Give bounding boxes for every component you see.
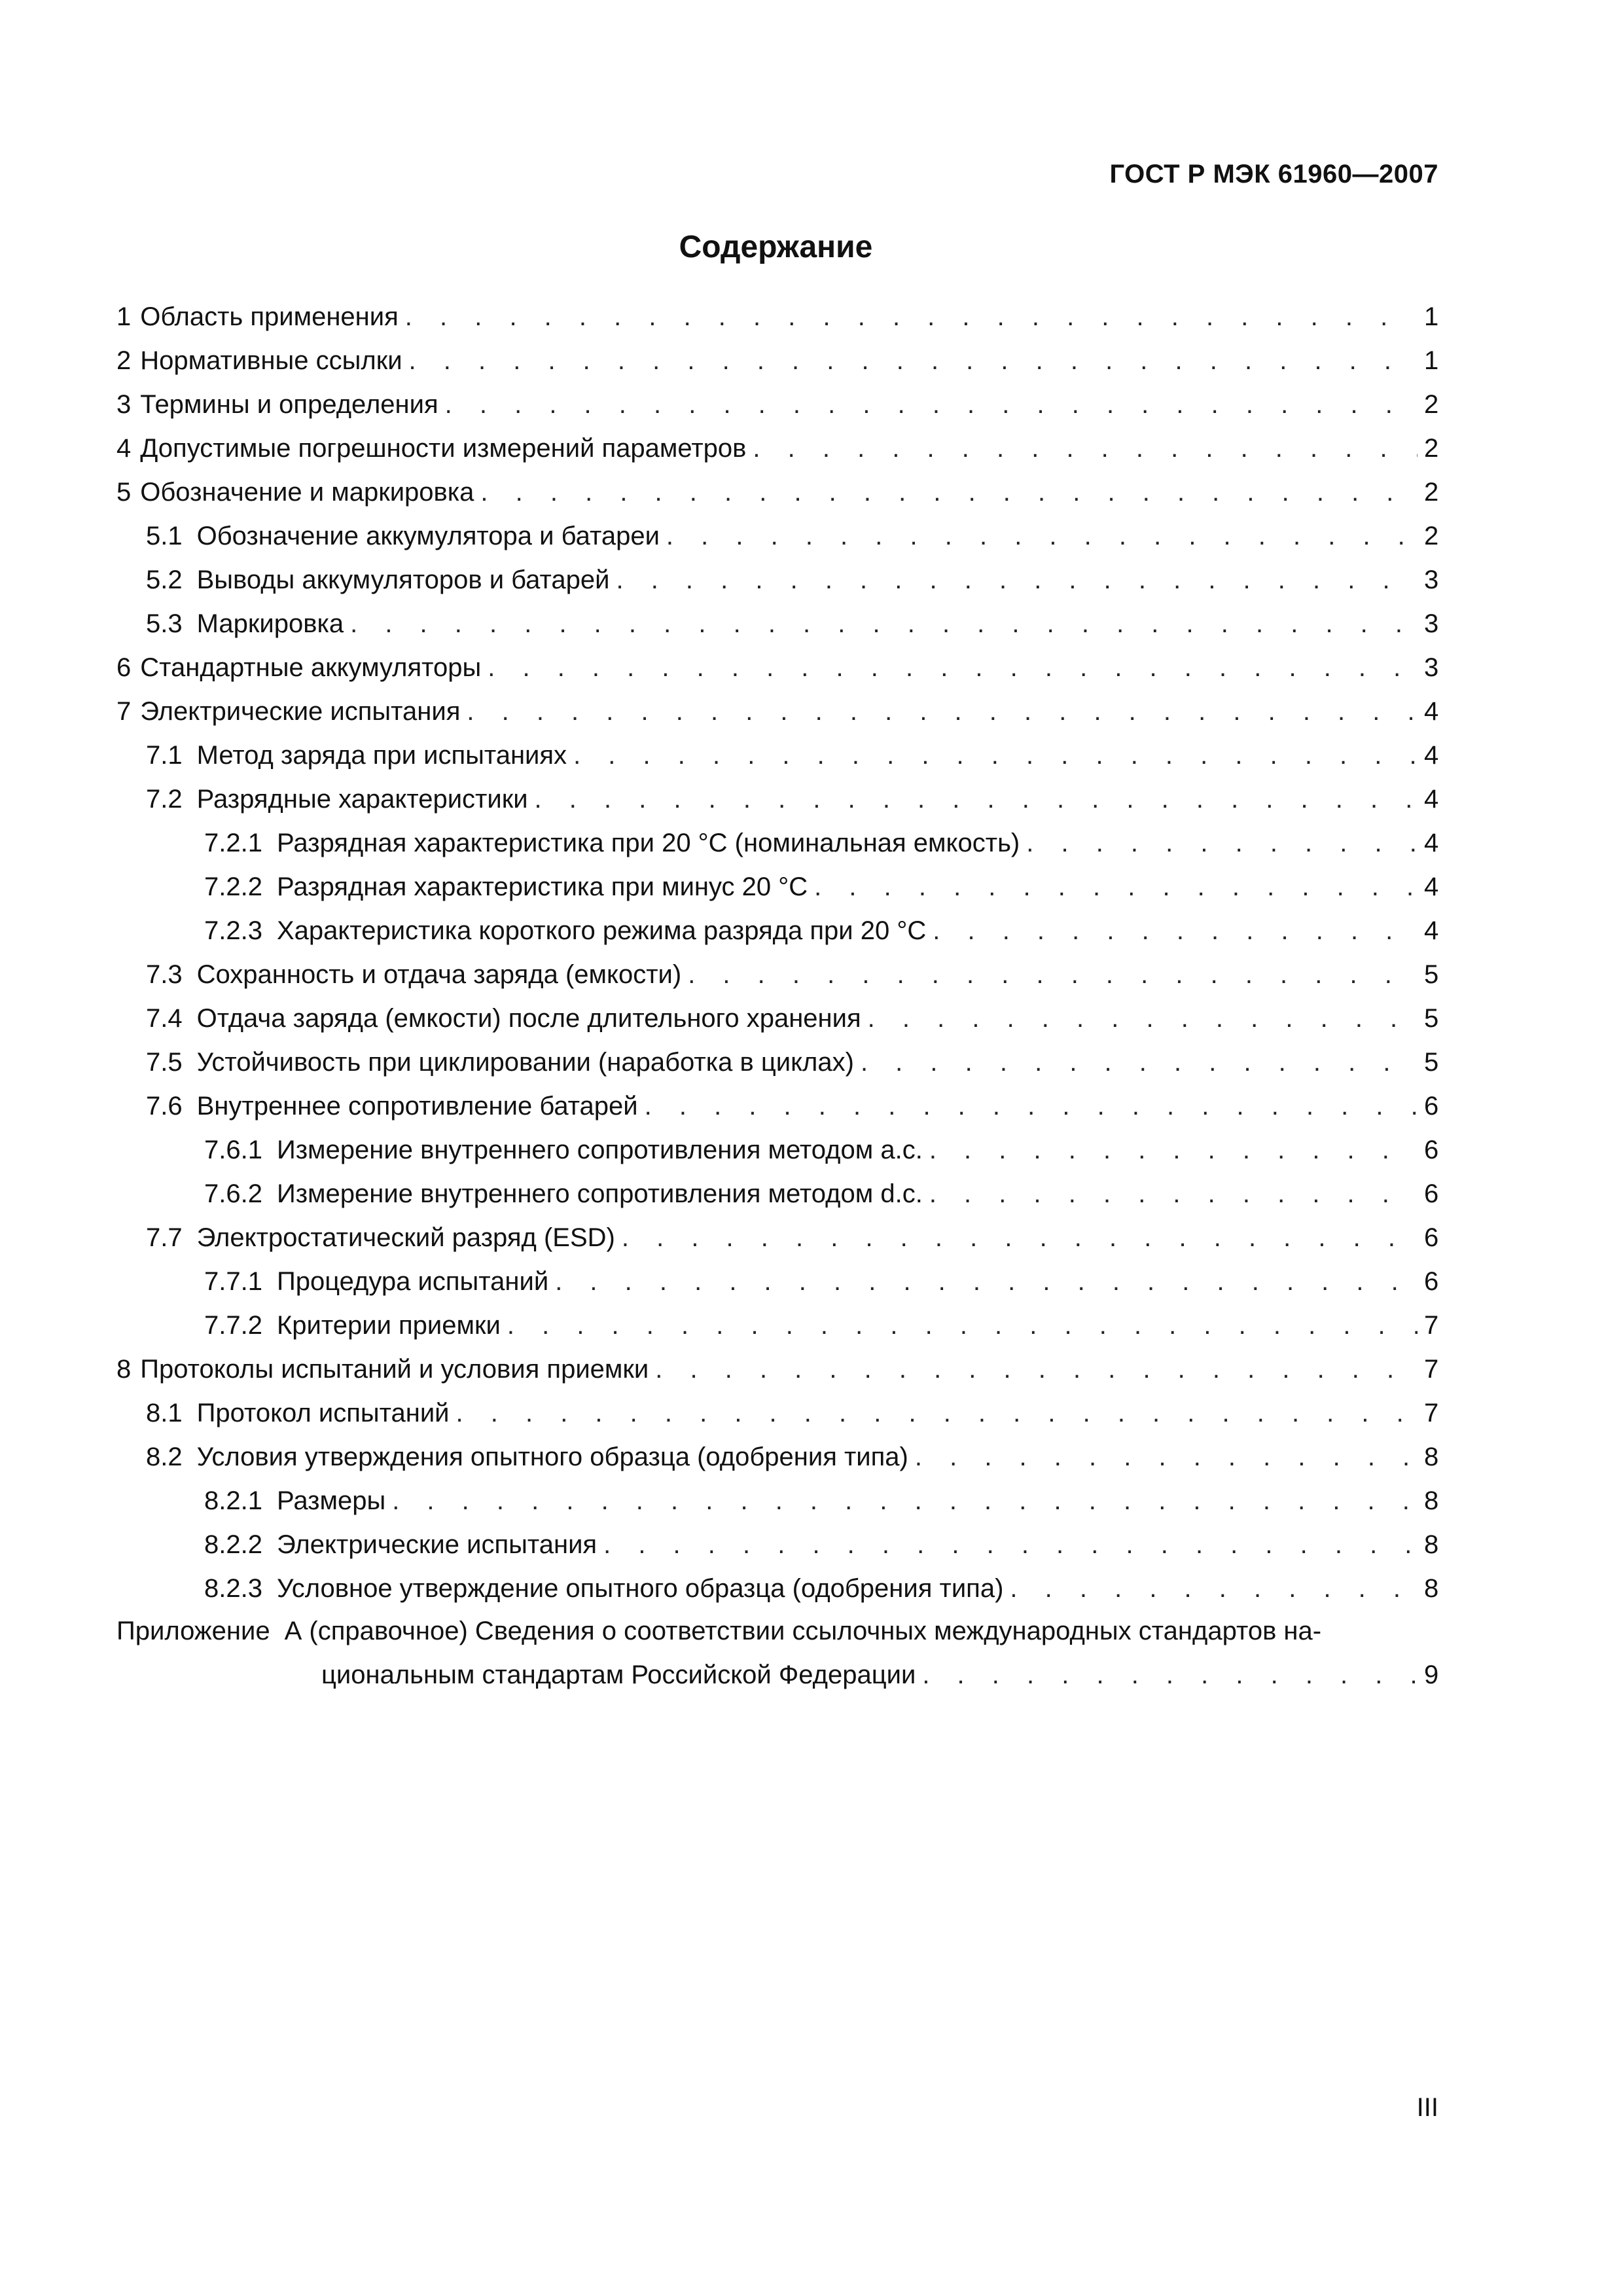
toc-entry-7-3[interactable] <box>116 953 1438 997</box>
toc-entry-7-7-1[interactable] <box>116 1260 1438 1304</box>
section-number: 7.2.1 <box>204 829 262 857</box>
page-title: Содержание <box>679 230 873 264</box>
page-ref: 6 <box>1424 1179 1438 1208</box>
toc-entry-7-4[interactable] <box>116 997 1438 1041</box>
section-number: 7.4 <box>146 1004 183 1033</box>
page-ref: 1 <box>1424 346 1438 375</box>
page-ref: 2 <box>1424 434 1438 463</box>
section-title: Разрядная характеристика при минус 20 °С <box>276 872 808 901</box>
section-title: Отдача заряда (емкости) после длительного хранения <box>196 1004 861 1033</box>
section-title: Допустимые погрешности измерений параметров <box>140 434 747 463</box>
toc-entry-7-6-2[interactable] <box>116 1172 1438 1216</box>
toc-entry-8-1[interactable] <box>116 1391 1438 1435</box>
section-title: Сохранность и отдача заряда (емкости) <box>196 960 682 989</box>
dot-leader <box>655 1348 1418 1391</box>
page-ref: 2 <box>1424 522 1438 550</box>
annex-label: Приложение <box>116 1617 270 1645</box>
toc-entry-3[interactable] <box>116 383 1438 427</box>
page-ref: 7 <box>1424 1311 1438 1340</box>
page-ref: 2 <box>1424 478 1438 507</box>
section-number: 8 <box>116 1355 132 1384</box>
section-number: 7.6.2 <box>204 1179 262 1208</box>
toc-entry-8-2-2[interactable] <box>116 1523 1438 1567</box>
page-ref: 8 <box>1424 1486 1438 1515</box>
section-number: 4 <box>116 434 132 463</box>
dot-leader <box>603 1523 1418 1567</box>
section-title: Процедура испытаний <box>276 1267 549 1296</box>
dot-leader <box>445 383 1418 427</box>
section-number: 8.2.2 <box>204 1530 262 1559</box>
page-number: III <box>1416 2093 1438 2122</box>
dot-leader <box>616 558 1418 602</box>
page-ref: 3 <box>1424 653 1438 682</box>
toc-entry-6[interactable] <box>116 646 1438 690</box>
section-title: Характеристика короткого режима разряда при 20 °С <box>276 916 927 945</box>
dot-leader <box>929 1172 1418 1216</box>
page-ref: 2 <box>1424 390 1438 419</box>
dot-leader <box>555 1260 1418 1304</box>
page-ref: 8 <box>1424 1574 1438 1603</box>
section-title: Условия утверждения опытного образца (одобрения типа) <box>196 1443 908 1471</box>
section-title: Критерии приемки <box>276 1311 501 1340</box>
dot-leader <box>814 865 1418 909</box>
dot-leader <box>1010 1567 1418 1611</box>
section-title: Устойчивость при циклировании (наработка в циклах) <box>196 1048 854 1077</box>
section-title: Нормативные ссылки <box>140 346 402 375</box>
page-ref: 8 <box>1424 1443 1438 1471</box>
section-number: 5.1 <box>146 522 183 550</box>
section-number: 7 <box>116 697 132 726</box>
section-title: Выводы аккумуляторов и батарей <box>196 565 610 594</box>
dot-leader <box>456 1391 1418 1435</box>
section-number: 7.6 <box>146 1092 183 1121</box>
toc-entry-2[interactable] <box>116 339 1438 383</box>
section-title: Обозначение аккумулятора и батареи <box>196 522 660 550</box>
section-title: Условное утверждение опытного образца (одобрения типа) <box>276 1574 1004 1603</box>
section-title: Область применения <box>140 302 399 331</box>
section-number: 6 <box>116 653 132 682</box>
page-ref: 5 <box>1424 1048 1438 1077</box>
page-ref: 1 <box>1424 302 1438 331</box>
section-number: 7.2.2 <box>204 872 262 901</box>
section-number: 1 <box>116 302 132 331</box>
section-number: 5.2 <box>146 565 183 594</box>
page-ref: 4 <box>1424 872 1438 901</box>
dot-leader <box>480 471 1418 514</box>
page-ref: 4 <box>1424 829 1438 857</box>
dot-leader <box>922 1653 1418 1697</box>
dot-leader <box>915 1435 1418 1479</box>
page-ref: 6 <box>1424 1092 1438 1121</box>
dot-leader <box>688 953 1418 997</box>
dot-leader <box>350 602 1418 646</box>
toc-entry-5-3[interactable] <box>116 602 1438 646</box>
dot-leader <box>507 1304 1418 1348</box>
page-ref: 6 <box>1424 1267 1438 1296</box>
section-number: 7.1 <box>146 741 183 770</box>
dot-leader <box>868 997 1418 1041</box>
toc-entry-8[interactable] <box>116 1348 1438 1391</box>
section-number: 7.2.3 <box>204 916 262 945</box>
page-ref: 6 <box>1424 1223 1438 1252</box>
section-title: Внутреннее сопротивление батарей <box>196 1092 638 1121</box>
section-number: 7.2 <box>146 785 183 814</box>
page-ref: 3 <box>1424 565 1438 594</box>
toc-entry-7-2[interactable] <box>116 778 1438 821</box>
dot-leader <box>535 778 1418 821</box>
annex-title-line1: А (справочное) Сведения о соответствии ссылочных международных стандартов на- <box>284 1617 1322 1645</box>
page-ref: 6 <box>1424 1136 1438 1164</box>
toc-entry-5-2[interactable] <box>116 558 1438 602</box>
section-title: Стандартные аккумуляторы <box>140 653 482 682</box>
page-ref: 5 <box>1424 1004 1438 1033</box>
page-ref: 4 <box>1424 697 1438 726</box>
section-title: Измерение внутреннего сопротивления методом a.c. <box>276 1136 923 1164</box>
dot-leader <box>1026 821 1418 865</box>
dot-leader <box>392 1479 1418 1523</box>
toc-entry-7[interactable] <box>116 690 1438 734</box>
section-number: 8.2.1 <box>204 1486 262 1515</box>
page-ref: 7 <box>1424 1355 1438 1384</box>
page-ref: 4 <box>1424 916 1438 945</box>
toc-entry-1[interactable] <box>116 295 1438 339</box>
section-title: Электростатический разряд (ESD) <box>196 1223 615 1252</box>
section-title: Протокол испытаний <box>196 1399 450 1427</box>
page-ref: 3 <box>1424 609 1438 638</box>
annex-title-line2: циональным стандартам Российской Федерации <box>321 1660 916 1689</box>
section-number: 5.3 <box>146 609 183 638</box>
section-number: 7.7.2 <box>204 1311 262 1340</box>
section-title: Электрические испытания <box>140 697 461 726</box>
page-ref: 4 <box>1424 741 1438 770</box>
section-title: Разрядная характеристика при 20 °С (номинальная емкость) <box>276 829 1020 857</box>
page-ref: 9 <box>1424 1660 1438 1689</box>
toc-entry-7-2-1[interactable] <box>116 821 1438 865</box>
page-ref: 5 <box>1424 960 1438 989</box>
section-number: 8.1 <box>146 1399 183 1427</box>
section-number: 7.6.1 <box>204 1136 262 1164</box>
toc-entry-annex-a[interactable] <box>116 1609 1438 1697</box>
toc-entry-7-6[interactable] <box>116 1085 1438 1128</box>
dot-leader <box>929 1128 1418 1172</box>
section-title: Обозначение и маркировка <box>140 478 474 507</box>
toc-entry-4[interactable] <box>116 427 1438 471</box>
section-number: 3 <box>116 390 132 419</box>
dot-leader <box>645 1085 1418 1128</box>
section-number: 7.7 <box>146 1223 183 1252</box>
section-title: Протоколы испытаний и условия приемки <box>140 1355 649 1384</box>
toc-entry-7-6-1[interactable] <box>116 1128 1438 1172</box>
dot-leader <box>753 427 1418 471</box>
section-title: Маркировка <box>196 609 344 638</box>
toc-entry-8-2-1[interactable] <box>116 1479 1438 1523</box>
toc-entry-8-2-3[interactable] <box>116 1567 1438 1611</box>
dot-leader <box>573 734 1418 778</box>
toc-entry-7-7[interactable] <box>116 1216 1438 1260</box>
section-title: Размеры <box>276 1486 386 1515</box>
document-header: ГОСТ Р МЭК 61960—2007 <box>1109 160 1438 188</box>
section-title: Разрядные характеристики <box>196 785 528 814</box>
dot-leader <box>409 339 1418 383</box>
dot-leader <box>861 1041 1418 1085</box>
section-number: 8.2.3 <box>204 1574 262 1603</box>
toc-entry-5-1[interactable] <box>116 514 1438 558</box>
section-title: Метод заряда при испытаниях <box>196 741 567 770</box>
section-title: Электрические испытания <box>276 1530 597 1559</box>
section-title: Измерение внутреннего сопротивления методом d.c. <box>276 1179 923 1208</box>
dot-leader <box>467 690 1418 734</box>
page-ref: 7 <box>1424 1399 1438 1427</box>
dot-leader <box>666 514 1418 558</box>
toc-entry-8-2[interactable] <box>116 1435 1438 1479</box>
toc-entry-7-2-2[interactable] <box>116 865 1438 909</box>
dot-leader <box>488 646 1418 690</box>
section-title: Термины и определения <box>140 390 438 419</box>
toc-entry-7-2-3[interactable] <box>116 909 1438 953</box>
toc-entry-7-1[interactable] <box>116 734 1438 778</box>
section-number: 5 <box>116 478 132 507</box>
section-number: 8.2 <box>146 1443 183 1471</box>
toc-entry-7-5[interactable] <box>116 1041 1438 1085</box>
section-number: 7.5 <box>146 1048 183 1077</box>
toc-entry-5[interactable] <box>116 471 1438 514</box>
page-ref: 8 <box>1424 1530 1438 1559</box>
dot-leader <box>622 1216 1418 1260</box>
page-ref: 4 <box>1424 785 1438 814</box>
section-number: 2 <box>116 346 132 375</box>
toc-entry-7-7-2[interactable] <box>116 1304 1438 1348</box>
table-of-contents <box>116 295 1438 1611</box>
section-number: 7.3 <box>146 960 183 989</box>
dot-leader <box>933 909 1418 953</box>
dot-leader <box>405 295 1418 339</box>
section-number: 7.7.1 <box>204 1267 262 1296</box>
